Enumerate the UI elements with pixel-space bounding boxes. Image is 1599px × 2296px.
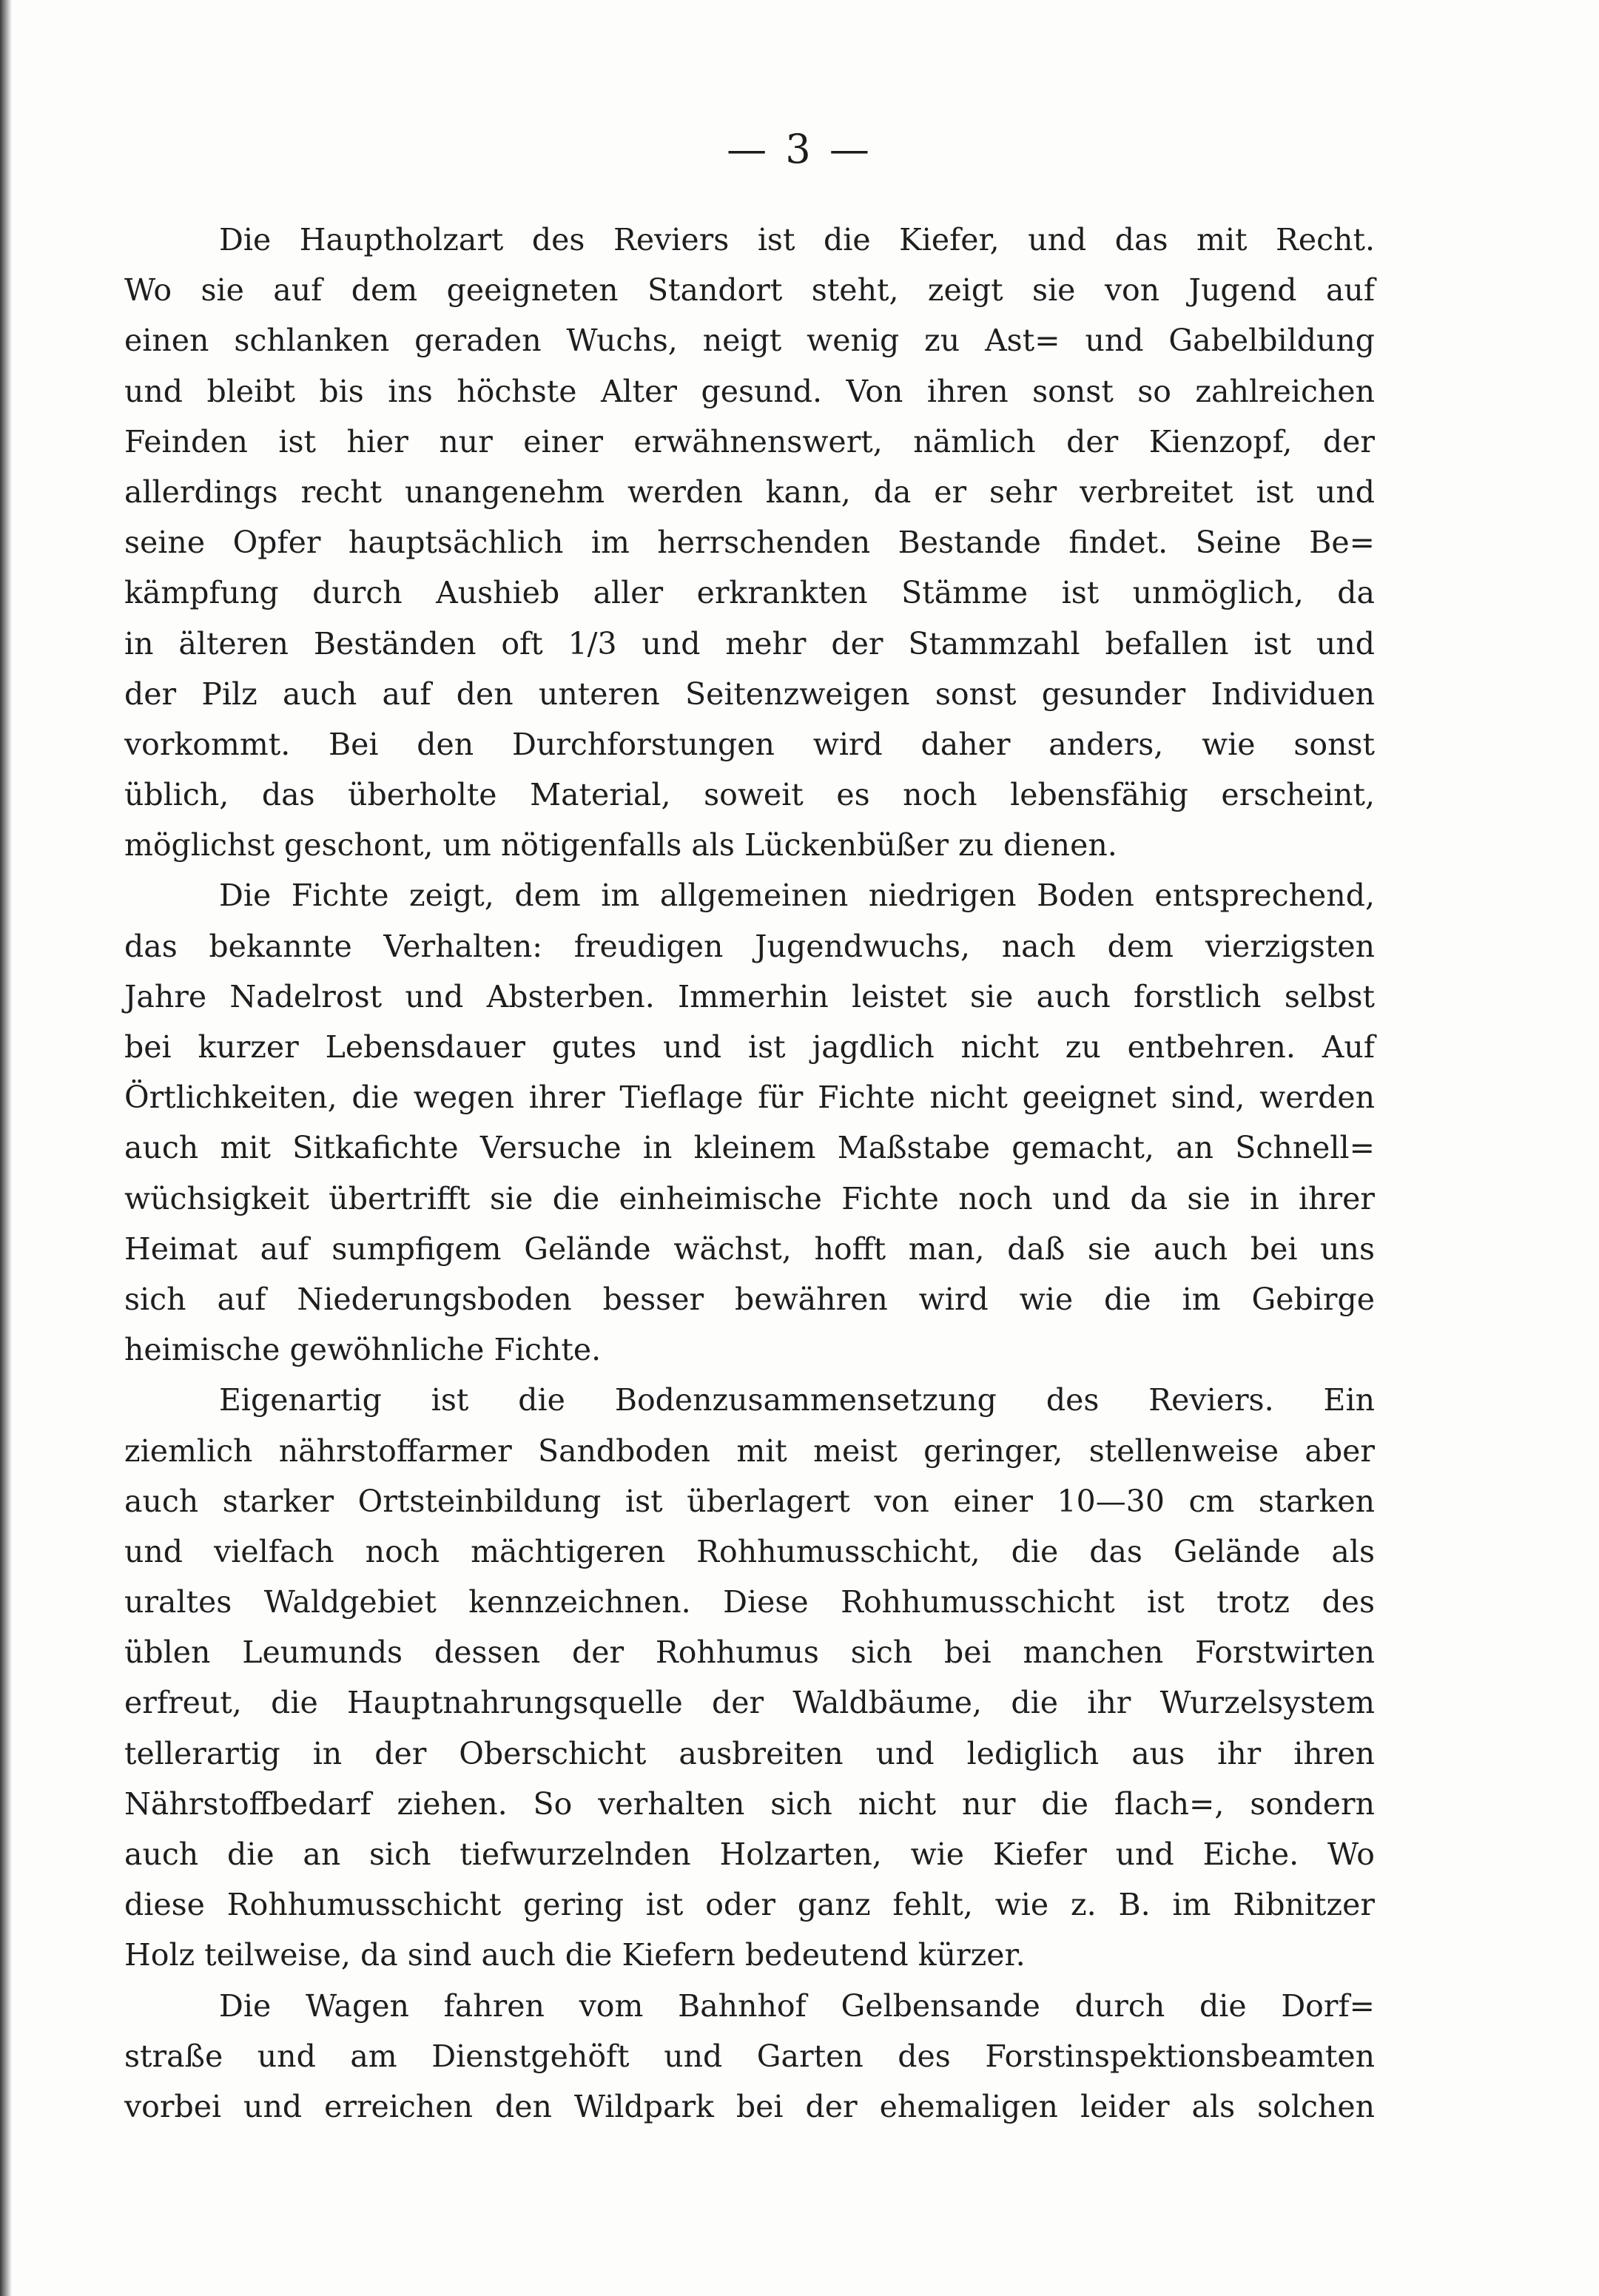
- text-line: allerdings recht unangenehm werden kann, da er sehr verbreitet ist und: [124, 474, 1375, 510]
- text-line: üblen Leumunds dessen der Rohhumus sich bei manchen Forstwirten: [124, 1635, 1375, 1671]
- text-line: kämpfung durch Aushieb aller erkrankten Stämme ist unmöglich, da: [124, 575, 1375, 611]
- text-line: das bekannte Verhalten: freudigen Jugendwuchs, nach dem vierzigsten: [124, 928, 1375, 964]
- text-line: Wo sie auf dem geeigneten Standort steht, zeigt sie von Jugend auf: [124, 272, 1375, 309]
- text-line: Holz teilweise, da sind auch die Kiefern bedeutend kürzer.: [124, 1937, 1026, 1973]
- scan-shadow-edge: [0, 0, 12, 2296]
- text-line: Nährstoffbedarf ziehen. So verhalten sich nicht nur die flach=, sondern: [124, 1785, 1375, 1822]
- text-line: tellerartig in der Oberschicht ausbreiten und lediglich aus ihr ihren: [124, 1735, 1375, 1771]
- text-line: Heimat auf sumpfigem Gelände wächst, hofft man, daß sie auch bei uns: [124, 1231, 1375, 1267]
- text-line: bei kurzer Lebensdauer gutes und ist jagdlich nicht zu entbehren. Auf: [124, 1029, 1375, 1065]
- text-line: wüchsigkeit übertrifft sie die einheimische Fichte noch und da sie in ihrer: [124, 1180, 1375, 1216]
- paragraph-fichte: [124, 870, 1375, 1375]
- text-line: vorbei und erreichen den Wildpark bei der ehemaligen leider als solchen: [124, 2088, 1375, 2124]
- text-line: straße und am Dienstgehöft und Garten des Forstinspektionsbeamten: [124, 2038, 1375, 2074]
- text-line: und bleibt bis ins höchste Alter gesund. Von ihren sonst so zahlreichen: [124, 373, 1375, 409]
- text-line: auch die an sich tiefwurzelnden Holzarten, wie Kiefer und Eiche. Wo: [124, 1837, 1375, 1872]
- text-line: vorkommt. Bei den Durchforstungen wird daher anders, wie sonst: [124, 726, 1375, 762]
- text-line: seine Opfer hauptsächlich im herrschenden Bestande findet. Seine Be=: [124, 525, 1375, 561]
- text-line: uraltes Waldgebiet kennzeichnen. Diese Rohhumusschicht ist trotz des: [124, 1584, 1375, 1620]
- text-line: einen schlanken geraden Wuchs, neigt wenig zu Ast= und Gabelbildung: [124, 323, 1375, 359]
- text-line: auch starker Ortsteinbildung ist überlagert von einer 10—30 cm starken: [124, 1483, 1375, 1519]
- text-line: üblich, das überholte Material, soweit es noch lebensfähig erscheint,: [124, 777, 1375, 813]
- paragraph-boden: [124, 1375, 1375, 1980]
- text-line: diese Rohhumusschicht gering ist oder ganz fehlt, wie z. B. im Ribnitzer: [124, 1887, 1375, 1923]
- text-line: Jahre Nadelrost und Absterben. Immerhin leistet sie auch forstlich selbst: [124, 978, 1375, 1014]
- paragraph-kiefer: [124, 215, 1375, 870]
- text-line: Feinden ist hier nur einer erwähnenswert, nämlich der Kienzopf, der: [124, 423, 1375, 459]
- page-number: — 3 —: [727, 126, 872, 172]
- text-line: heimische gewöhnliche Fichte.: [124, 1332, 602, 1368]
- text-line: Örtlichkeiten, die wegen ihrer Tieflage für Fichte nicht geeignet sind, werden: [124, 1080, 1375, 1116]
- text-line: in älteren Beständen oft 1/3 und mehr der Stammzahl befallen ist und: [124, 625, 1375, 661]
- text-line: Die Wagen fahren vom Bahnhof Gelbensande durch die Dorf=: [219, 1987, 1375, 2024]
- text-line: ziemlich nährstoffarmer Sandboden mit meist geringer, stellenweise aber: [124, 1433, 1375, 1469]
- paragraph-wagen: [124, 1981, 1375, 2132]
- body-text: [124, 215, 1375, 2132]
- text-line: Eigenartig ist die Bodenzusammensetzung des Reviers. Ein: [219, 1382, 1375, 1418]
- text-line: Die Hauptholzart des Reviers ist die Kiefer, und das mit Recht.: [219, 222, 1375, 257]
- text-line: und vielfach noch mächtigeren Rohhumusschicht, die das Gelände als: [124, 1533, 1375, 1569]
- text-line: auch mit Sitkafichte Versuche in kleinem Maßstabe gemacht, an Schnell=: [124, 1130, 1375, 1166]
- text-line: Die Fichte zeigt, dem im allgemeinen niedrigen Boden entsprechend,: [219, 878, 1375, 914]
- text-line: möglichst geschont, um nötigenfalls als Lückenbüßer zu dienen.: [124, 827, 1117, 863]
- text-line: erfreut, die Hauptnahrungsquelle der Waldbäume, die ihr Wurzelsystem: [124, 1685, 1375, 1721]
- text-line: sich auf Niederungsboden besser bewähren wird wie die im Gebirge: [124, 1281, 1375, 1317]
- text-line: der Pilz auch auf den unteren Seitenzweigen sonst gesunder Individuen: [124, 676, 1375, 712]
